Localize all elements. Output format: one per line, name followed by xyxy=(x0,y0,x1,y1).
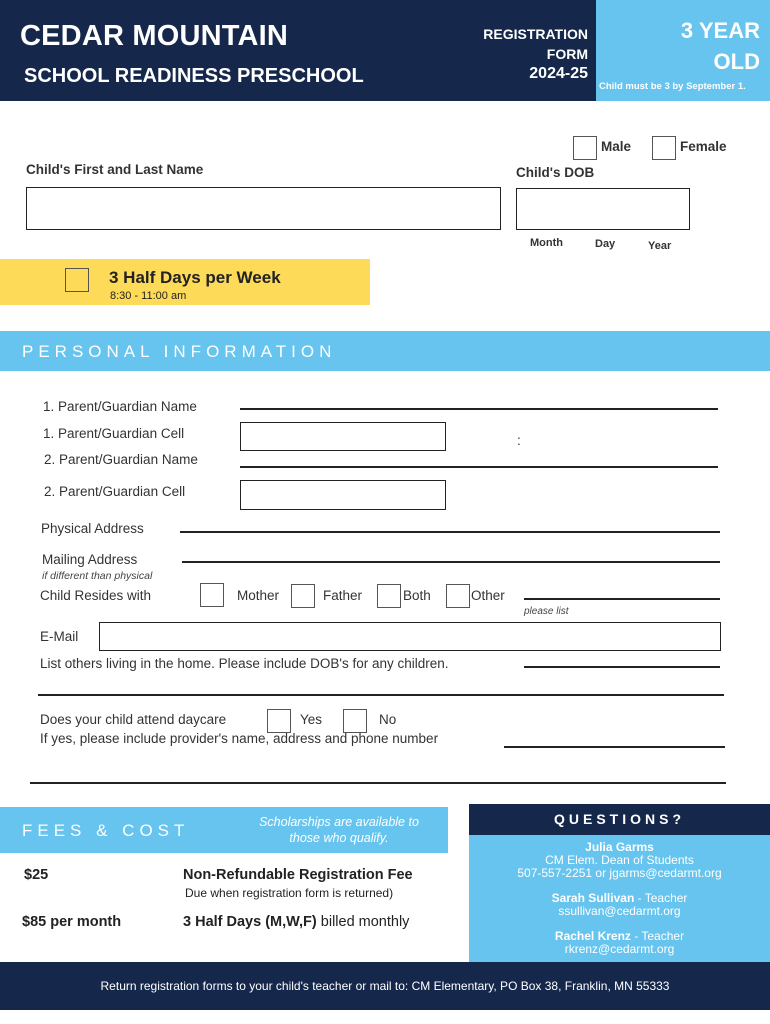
schedule-time: 8:30 - 11:00 am xyxy=(110,290,187,302)
mailing-address-line[interactable] xyxy=(182,561,720,563)
resides-both-label: Both xyxy=(403,588,431,603)
male-checkbox[interactable] xyxy=(573,136,597,160)
parent2-cell-label: 2. Parent/Guardian Cell xyxy=(44,484,186,499)
daycare-label: Does your child attend daycare xyxy=(40,712,227,727)
half-days-checkbox[interactable] xyxy=(65,268,89,292)
physical-address-line[interactable] xyxy=(180,531,720,533)
resides-other-line[interactable] xyxy=(524,598,720,600)
age-line2: OLD xyxy=(713,49,760,74)
resides-with-label: Child Resides with xyxy=(40,588,152,603)
child-dob-field[interactable] xyxy=(516,188,690,230)
daycare-no-label: No xyxy=(379,712,397,727)
child-dob-label: Child's DOB xyxy=(516,165,595,180)
contact-role: - Teacher xyxy=(630,929,685,943)
others-in-home-line[interactable] xyxy=(524,666,720,668)
program-name: SCHOOL READINESS PRESCHOOL xyxy=(24,65,364,87)
parent1-cell-label: 1. Parent/Guardian Cell xyxy=(43,426,185,441)
fee-desc-monthly-rest: billed monthly xyxy=(316,914,410,930)
fee-sub-registration: Due when registration form is returned) xyxy=(185,886,394,900)
fee-amount-monthly: $85 per month xyxy=(22,914,122,930)
resides-mother-checkbox[interactable] xyxy=(200,583,224,607)
parent1-name-label: 1. Parent/Guardian Name xyxy=(43,399,197,414)
resides-father-checkbox[interactable] xyxy=(291,584,315,608)
provider-info-label: If yes, please include provider's name, address and phone number xyxy=(40,731,439,746)
daycare-yes-checkbox[interactable] xyxy=(267,709,291,733)
contact-email[interactable]: ssullivan@cedarmt.org xyxy=(558,904,681,918)
mailing-address-note: if different than physical xyxy=(42,570,153,582)
resides-other-checkbox[interactable] xyxy=(446,584,470,608)
contact-phone-email[interactable]: 507-557-2251 or jgarms@cedarmt.org xyxy=(517,866,722,880)
contact-name: Sarah Sullivan xyxy=(551,891,635,905)
dob-day-label: Day xyxy=(595,238,616,250)
dob-year-label: Year xyxy=(648,240,672,252)
fee-amount-registration: $25 xyxy=(24,867,49,883)
fee-desc-monthly-bold: 3 Half Days (M,W,F) xyxy=(183,914,317,930)
female-checkbox[interactable] xyxy=(652,136,676,160)
email-field[interactable] xyxy=(99,622,721,651)
contact-role: CM Elem. Dean of Students xyxy=(545,853,694,867)
parent1-name-line[interactable] xyxy=(240,408,718,410)
female-label: Female xyxy=(680,139,727,154)
please-list-note: please list xyxy=(524,606,569,617)
contact-name: Julia Garms xyxy=(585,840,654,854)
resides-mother-label: Mother xyxy=(237,588,280,603)
contact-name: Rachel Krenz xyxy=(554,929,631,943)
contact-sarah-sullivan xyxy=(469,892,770,918)
email-label: E-Mail xyxy=(40,629,79,644)
form-title xyxy=(483,24,588,84)
daycare-yes-label: Yes xyxy=(300,712,323,727)
others-in-home-line-2[interactable] xyxy=(38,694,724,696)
colon-mark: : xyxy=(517,433,521,448)
resides-both-checkbox[interactable] xyxy=(377,584,401,608)
resides-other-label: Other xyxy=(471,588,505,603)
school-name: CEDAR MOUNTAIN xyxy=(20,20,289,52)
form-title-line2: FORM xyxy=(546,46,588,62)
provider-info-line-2[interactable] xyxy=(30,782,726,784)
scholarship-note-line1: Scholarships are available to xyxy=(259,815,419,829)
age-requirement-note: Child must be 3 by September 1. xyxy=(599,81,746,92)
male-label: Male xyxy=(601,139,632,154)
contact-role: - Teacher xyxy=(634,891,688,905)
resides-father-label: Father xyxy=(323,588,363,603)
fee-desc-registration: Non-Refundable Registration Fee xyxy=(183,867,413,883)
return-instructions: Return registration forms to your child's teacher or mail to: CM Elementary, PO Box 38, Franklin, MN 55333 xyxy=(100,979,670,993)
contact-julia-garms xyxy=(469,841,770,880)
age-title xyxy=(681,15,760,77)
schedule-option-label: 3 Half Days per Week xyxy=(109,268,281,287)
physical-address-label: Physical Address xyxy=(41,521,144,536)
child-name-label: Child's First and Last Name xyxy=(26,162,204,177)
form-title-line1: REGISTRATION xyxy=(483,26,588,42)
personal-info-title: PERSONAL INFORMATION xyxy=(22,342,337,361)
dob-month-label: Month xyxy=(530,237,563,249)
parent2-name-label: 2. Parent/Guardian Name xyxy=(44,452,198,467)
form-year: 2024-25 xyxy=(529,65,588,82)
questions-title: QUESTIONS? xyxy=(553,811,685,827)
child-name-field[interactable] xyxy=(26,187,501,230)
fee-desc-monthly xyxy=(183,914,409,930)
contact-email[interactable]: rkrenz@cedarmt.org xyxy=(564,942,675,956)
age-line1: 3 YEAR xyxy=(680,18,760,43)
parent1-cell-field[interactable] xyxy=(240,422,446,451)
contact-rachel-krenz xyxy=(469,930,770,956)
daycare-no-checkbox[interactable] xyxy=(343,709,367,733)
parent2-name-line[interactable] xyxy=(240,466,718,468)
mailing-address-label: Mailing Address xyxy=(42,552,138,567)
provider-info-line[interactable] xyxy=(504,746,725,748)
scholarship-note xyxy=(240,814,438,846)
parent2-cell-field[interactable] xyxy=(240,480,446,510)
fees-title: FEES & COST xyxy=(22,821,190,840)
scholarship-note-line2: those who qualify. xyxy=(289,831,389,845)
others-in-home-label: List others living in the home. Please include DOB's for any children. xyxy=(40,656,449,671)
